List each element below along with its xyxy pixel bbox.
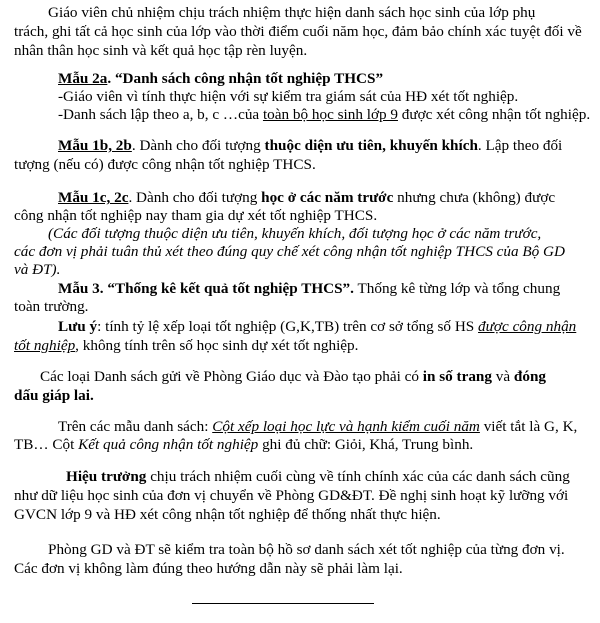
- mau-1c-text-1: . Dành cho đối tượng: [128, 189, 262, 206]
- para-mau-text-6: ghi đủ chữ: Giỏi, Khá, Trung bình.: [258, 436, 474, 453]
- para-phong-gd-line-2: Các đơn vị không làm đúng theo hướng dẫn này sẽ phải làm lại.: [14, 560, 403, 577]
- mau-3-line-2: toàn trường.: [14, 298, 89, 315]
- mau-1b-line-2: tượng (nếu có) được công nhận tốt nghiệp THCS.: [14, 156, 316, 173]
- mau-1c-line-2: công nhận tốt nghiệp nay tham gia dự xét tốt nghiệp THCS.: [14, 207, 378, 224]
- para-mau-text-4: TB… Cột: [14, 436, 79, 453]
- mau-1b-text-3: . Lập theo đối: [477, 137, 563, 154]
- para-mau-emphasis-2: Kết quả công nhận tốt nghiệp: [78, 436, 259, 453]
- mau-1b-line-1: [58, 137, 562, 155]
- para-danh-sach-line-2: dấu giáp lai.: [14, 387, 94, 404]
- para-gvcn-line-1: Giáo viên chủ nhiệm chịu trách nhiệm thực hiện danh sách học sinh của lớp phụ: [48, 4, 536, 21]
- mau-3-line-1: [58, 280, 560, 298]
- note-emphasis-1: được công nhận: [478, 318, 577, 335]
- mau-2a-line-2a: -Danh sách lập theo a, b, c …của: [58, 106, 263, 123]
- mau-1b-text-1: . Dành cho đối tượng: [131, 137, 265, 154]
- para-mau-text-3: viết tắt là G, K,: [479, 418, 578, 435]
- mau-2a-underlined-text: toàn bộ học sinh lớp 9: [262, 106, 398, 123]
- para-gvcn-line-2: trách, ghi tất cả học sinh của lớp vào thời điểm cuối năm học, đảm bảo chính xác tuyệt đối về: [14, 23, 582, 40]
- mau-2a-heading: [58, 70, 383, 88]
- note-text-4: , không tính trên số học sinh dự xét tốt nghiệp.: [75, 337, 359, 354]
- note-label: Lưu ý: [58, 318, 98, 335]
- mau-1c-label: Mẫu 1c, 2c: [58, 189, 129, 206]
- note-text-1: : tính tỷ lệ xếp loại tốt nghiệp (G,K,TB) trên cơ sở tổng số HS: [97, 318, 479, 335]
- mau-1c-text-3: nhưng chưa (không) được: [393, 189, 556, 206]
- note-emphasis-2: tốt nghiệp: [14, 337, 76, 354]
- para-gvcn-line-3: nhân thân học sinh và kết quả học tập rèn luyện.: [14, 42, 308, 59]
- para-mau-emphasis-1: Cột xếp loại học lực và hạnh kiểm cuối năm: [212, 418, 480, 435]
- end-separator-line: [192, 603, 374, 604]
- mau-1c-note-2: các đơn vị phải tuân thủ xét theo đúng quy chế xét công nhận tốt nghiệp THCS của Bộ GD: [14, 243, 565, 260]
- para-hieu-truong-text: chịu trách nhiệm cuối cùng về tính chính xác của các danh sách cũng: [146, 468, 570, 485]
- note-line-1: [58, 318, 576, 336]
- para-danh-sach-line-1: [40, 368, 546, 386]
- mau-2a-label: Mẫu 2a: [58, 70, 108, 87]
- para-hieu-truong-line-1: [66, 468, 570, 486]
- mau-1c-note-3: và ĐT).: [14, 261, 61, 278]
- mau-2a-line-2c: được xét công nhận tốt nghiệp.: [397, 106, 591, 123]
- para-hieu-truong-bold: Hiệu trưởng: [66, 468, 147, 485]
- note-line-2: [14, 337, 358, 355]
- para-danh-sach-text-3: và: [491, 368, 514, 385]
- mau-1c-line-1: [58, 189, 555, 207]
- mau-1c-note-1: (Các đối tượng thuộc diện ưu tiên, khuyến khích, đối tượng học ở các năm trước,: [48, 225, 542, 242]
- mau-1c-bold-text: học ở các năm trước: [261, 189, 394, 206]
- para-danh-sach-bold-2: đóng: [513, 368, 546, 385]
- para-mau-danh-sach-line-1: [58, 418, 577, 436]
- para-danh-sach-text-1: Các loại Danh sách gửi về Phòng Giáo dục và Đào tạo phải có: [40, 368, 423, 385]
- mau-2a-line-1: -Giáo viên vì tính thực hiện với sự kiểm tra giám sát của HĐ xét tốt nghiệp.: [58, 88, 519, 105]
- mau-2a-title: . “Danh sách công nhận tốt nghiệp THCS”: [107, 70, 384, 87]
- mau-2a-line-2: [58, 106, 590, 124]
- mau-1b-bold-text: thuộc diện ưu tiên, khuyến khích: [264, 137, 478, 154]
- para-mau-danh-sach-line-2: [14, 436, 473, 454]
- mau-3-title: Mẫu 3. “Thống kê kết quả tốt nghiệp THCS”.: [58, 280, 354, 297]
- mau-1b-label: Mẫu 1b, 2b: [58, 137, 132, 154]
- para-hieu-truong-line-2: như dữ liệu học sinh của đơn vị chuyển về Phòng GD&ĐT. Đề nghị sinh hoạt kỹ lưỡng với: [14, 487, 569, 504]
- para-hieu-truong-line-3: GVCN lớp 9 và HĐ xét công nhận tốt nghiệp để thống nhất thực hiện.: [14, 506, 441, 523]
- para-phong-gd-line-1: Phòng GD và ĐT sẽ kiểm tra toàn bộ hồ sơ danh sách xét tốt nghiệp của từng đơn vị.: [48, 541, 565, 558]
- mau-3-text: Thống kê từng lớp và tổng chung: [353, 280, 561, 297]
- para-danh-sach-bold-1: in số trang: [422, 368, 492, 385]
- para-mau-text-1: Trên các mẫu danh sách:: [58, 418, 213, 435]
